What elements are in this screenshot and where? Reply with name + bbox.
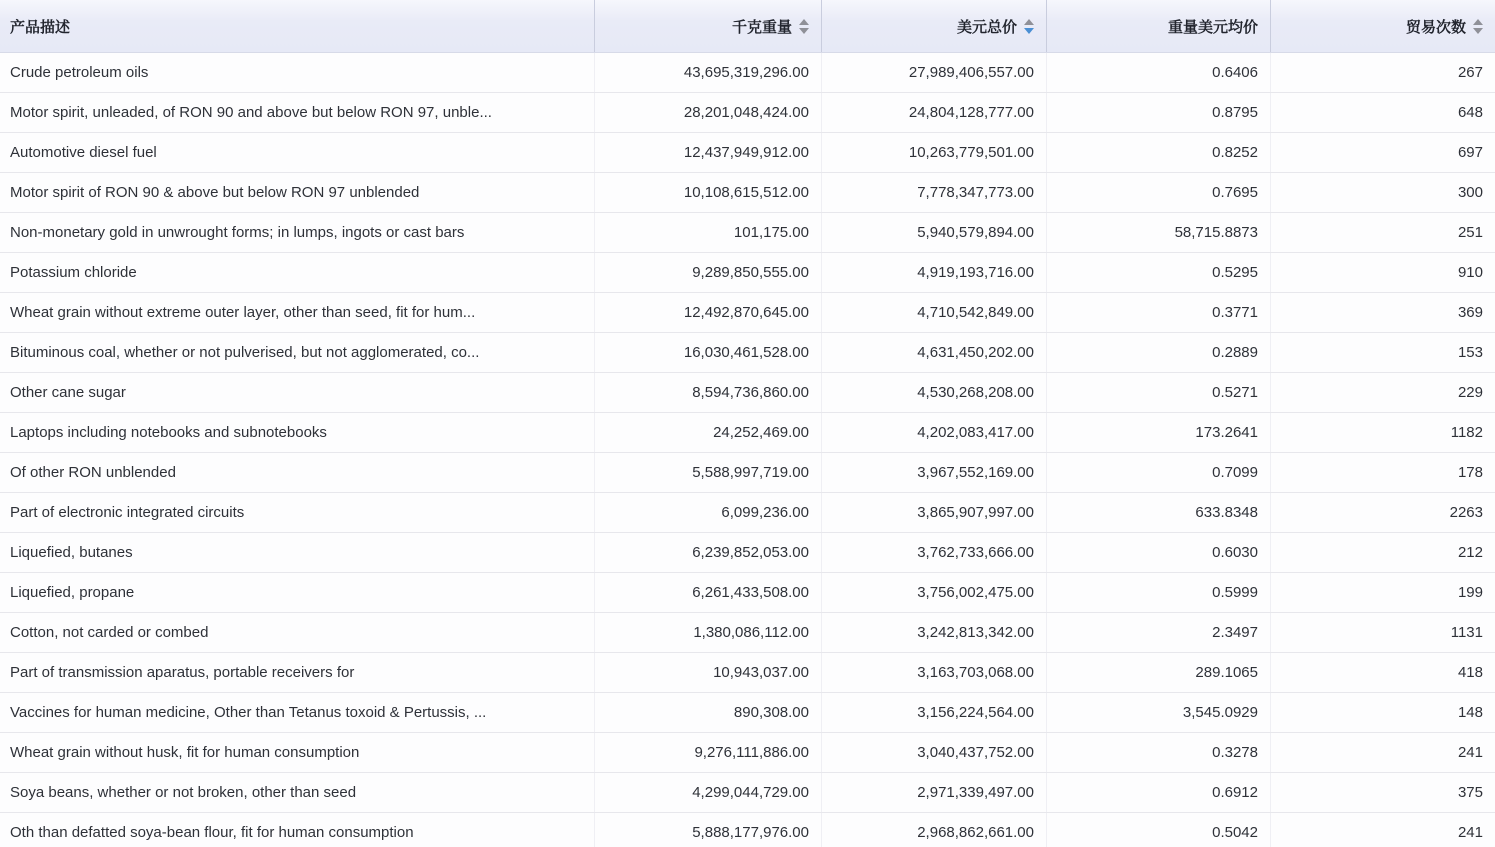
table-row bbox=[0, 213, 1495, 253]
table-row bbox=[0, 773, 1495, 813]
column-header-trade-count[interactable] bbox=[1271, 0, 1495, 52]
cell-kg-weight: 5,888,177,976.00 bbox=[595, 813, 822, 847]
column-label: 贸易次数 bbox=[1405, 18, 1466, 36]
cell-usd-per-weight: 0.3278 bbox=[1047, 733, 1271, 772]
cell-product-description: Liquefied, butanes bbox=[0, 533, 595, 572]
cell-usd-per-weight: 0.5295 bbox=[1047, 253, 1271, 292]
cell-usd-per-weight: 0.7099 bbox=[1047, 453, 1271, 492]
cell-trade-count: 418 bbox=[1457, 664, 1483, 681]
cell-trade-count: 267 bbox=[1457, 64, 1483, 81]
cell-trade-count: 199 bbox=[1457, 584, 1483, 601]
cell-kg-weight: 8,594,736,860.00 bbox=[595, 373, 822, 412]
cell-product-description: Vaccines for human medicine, Other than Tetanus toxoid & Pertussis, ... bbox=[0, 693, 595, 732]
cell-usd-total: 2,971,339,497.00 bbox=[822, 773, 1047, 812]
cell-kg-weight: 24,252,469.00 bbox=[595, 413, 822, 452]
cell-trade-count: 648 bbox=[1457, 104, 1483, 121]
cell-product-description: Other cane sugar bbox=[0, 373, 595, 412]
table-row bbox=[0, 573, 1495, 613]
cell-usd-per-weight: 0.6406 bbox=[1047, 53, 1271, 92]
cell-usd-total: 10,263,779,501.00 bbox=[822, 133, 1047, 172]
table-row bbox=[0, 413, 1495, 453]
cell-product-description: Part of transmission aparatus, portable receivers for bbox=[0, 653, 595, 692]
cell-usd-per-weight: 0.8795 bbox=[1047, 93, 1271, 132]
cell-trade-count: 1131 bbox=[1450, 624, 1483, 641]
column-header-kg-weight[interactable] bbox=[595, 0, 822, 52]
cell-usd-per-weight: 3,545.0929 bbox=[1047, 693, 1271, 732]
cell-product-description: Oth than defatted soya-bean flour, fit for human consumption bbox=[0, 813, 595, 847]
cell-kg-weight: 10,108,615,512.00 bbox=[595, 173, 822, 212]
cell-usd-per-weight: 0.6030 bbox=[1047, 533, 1271, 572]
cell-kg-weight: 12,437,949,912.00 bbox=[595, 133, 822, 172]
cell-kg-weight: 10,943,037.00 bbox=[595, 653, 822, 692]
cell-kg-weight: 5,588,997,719.00 bbox=[595, 453, 822, 492]
sort-icon[interactable] bbox=[1473, 19, 1483, 34]
cell-usd-total: 3,756,002,475.00 bbox=[822, 573, 1047, 612]
table-header-row bbox=[0, 0, 1495, 53]
cell-usd-per-weight: 173.2641 bbox=[1047, 413, 1271, 452]
table-row bbox=[0, 453, 1495, 493]
column-label: 重量美元均价 bbox=[1167, 18, 1258, 36]
table-row bbox=[0, 253, 1495, 293]
cell-usd-total: 27,989,406,557.00 bbox=[822, 53, 1047, 92]
cell-product-description: Potassium chloride bbox=[0, 253, 595, 292]
cell-usd-per-weight: 0.5999 bbox=[1047, 573, 1271, 612]
cell-trade-count: 229 bbox=[1457, 384, 1483, 401]
cell-usd-total: 2,968,862,661.00 bbox=[822, 813, 1047, 847]
column-header-product-description bbox=[0, 0, 595, 52]
cell-product-description: Non-monetary gold in unwrought forms; in lumps, ingots or cast bars bbox=[0, 213, 595, 252]
cell-trade-count: 178 bbox=[1457, 464, 1483, 481]
table-row bbox=[0, 333, 1495, 373]
table-body bbox=[0, 53, 1495, 847]
cell-kg-weight: 12,492,870,645.00 bbox=[595, 293, 822, 332]
column-label: 产品描述 bbox=[10, 18, 71, 36]
cell-product-description: Wheat grain without extreme outer layer, other than seed, fit for hum... bbox=[0, 293, 595, 332]
cell-usd-total: 3,242,813,342.00 bbox=[822, 613, 1047, 652]
cell-kg-weight: 9,289,850,555.00 bbox=[595, 253, 822, 292]
cell-usd-per-weight: 289.1065 bbox=[1047, 653, 1271, 692]
cell-usd-per-weight: 0.8252 bbox=[1047, 133, 1271, 172]
cell-usd-total: 3,040,437,752.00 bbox=[822, 733, 1047, 772]
cell-usd-total: 4,631,450,202.00 bbox=[822, 333, 1047, 372]
cell-usd-total: 3,865,907,997.00 bbox=[822, 493, 1047, 532]
cell-kg-weight: 4,299,044,729.00 bbox=[595, 773, 822, 812]
cell-usd-total: 4,710,542,849.00 bbox=[822, 293, 1047, 332]
table-row bbox=[0, 533, 1495, 573]
column-header-usd-total[interactable] bbox=[822, 0, 1047, 52]
cell-trade-count: 212 bbox=[1457, 544, 1483, 561]
cell-usd-total: 4,202,083,417.00 bbox=[822, 413, 1047, 452]
cell-product-description: Automotive diesel fuel bbox=[0, 133, 595, 172]
cell-trade-count: 153 bbox=[1457, 344, 1483, 361]
cell-kg-weight: 43,695,319,296.00 bbox=[595, 53, 822, 92]
table-row bbox=[0, 813, 1495, 847]
cell-product-description: Laptops including notebooks and subnotebooks bbox=[0, 413, 595, 452]
table-row bbox=[0, 173, 1495, 213]
cell-usd-per-weight: 0.7695 bbox=[1047, 173, 1271, 212]
cell-usd-total: 7,778,347,773.00 bbox=[822, 173, 1047, 212]
cell-trade-count: 2263 bbox=[1449, 504, 1483, 521]
table-row bbox=[0, 693, 1495, 733]
cell-trade-count: 1182 bbox=[1450, 424, 1483, 441]
cell-usd-total: 4,919,193,716.00 bbox=[822, 253, 1047, 292]
cell-usd-total: 3,156,224,564.00 bbox=[822, 693, 1047, 732]
cell-usd-per-weight: 0.5271 bbox=[1047, 373, 1271, 412]
cell-usd-total: 3,967,552,169.00 bbox=[822, 453, 1047, 492]
cell-usd-total: 24,804,128,777.00 bbox=[822, 93, 1047, 132]
cell-usd-per-weight: 0.3771 bbox=[1047, 293, 1271, 332]
table-row bbox=[0, 293, 1495, 333]
cell-kg-weight: 890,308.00 bbox=[595, 693, 822, 732]
table-row bbox=[0, 653, 1495, 693]
cell-kg-weight: 101,175.00 bbox=[595, 213, 822, 252]
cell-product-description: Motor spirit of RON 90 & above but below RON 97 unblended bbox=[0, 173, 595, 212]
cell-usd-total: 5,940,579,894.00 bbox=[822, 213, 1047, 252]
cell-kg-weight: 6,099,236.00 bbox=[595, 493, 822, 532]
cell-trade-count: 697 bbox=[1457, 144, 1483, 161]
sort-icon[interactable] bbox=[1024, 19, 1034, 34]
cell-usd-total: 3,762,733,666.00 bbox=[822, 533, 1047, 572]
cell-kg-weight: 16,030,461,528.00 bbox=[595, 333, 822, 372]
cell-usd-per-weight: 633.8348 bbox=[1047, 493, 1271, 532]
table-row bbox=[0, 733, 1495, 773]
cell-trade-count: 369 bbox=[1457, 304, 1483, 321]
cell-trade-count: 251 bbox=[1457, 224, 1483, 241]
cell-trade-count: 300 bbox=[1457, 184, 1483, 201]
cell-usd-total: 4,530,268,208.00 bbox=[822, 373, 1047, 412]
cell-trade-count: 241 bbox=[1457, 744, 1483, 761]
cell-product-description: Bituminous coal, whether or not pulverised, but not agglomerated, co... bbox=[0, 333, 595, 372]
cell-product-description: Cotton, not carded or combed bbox=[0, 613, 595, 652]
cell-usd-per-weight: 58,715.8873 bbox=[1047, 213, 1271, 252]
cell-usd-per-weight: 0.2889 bbox=[1047, 333, 1271, 372]
sort-icon[interactable] bbox=[799, 19, 809, 34]
table-row bbox=[0, 93, 1495, 133]
table-row bbox=[0, 53, 1495, 93]
cell-product-description: Part of electronic integrated circuits bbox=[0, 493, 595, 532]
cell-product-description: Crude petroleum oils bbox=[0, 53, 595, 92]
column-header-usd-per-weight bbox=[1047, 0, 1271, 52]
column-label: 美元总价 bbox=[956, 18, 1017, 36]
cell-kg-weight: 28,201,048,424.00 bbox=[595, 93, 822, 132]
cell-product-description: Wheat grain without husk, fit for human consumption bbox=[0, 733, 595, 772]
cell-usd-total: 3,163,703,068.00 bbox=[822, 653, 1047, 692]
cell-usd-per-weight: 0.5042 bbox=[1047, 813, 1271, 847]
cell-trade-count: 375 bbox=[1457, 784, 1483, 801]
cell-kg-weight: 6,261,433,508.00 bbox=[595, 573, 822, 612]
cell-product-description: Of other RON unblended bbox=[0, 453, 595, 492]
cell-product-description: Motor spirit, unleaded, of RON 90 and above but below RON 97, unble... bbox=[0, 93, 595, 132]
table-row bbox=[0, 133, 1495, 173]
column-label: 千克重量 bbox=[731, 18, 792, 36]
table-row bbox=[0, 493, 1495, 533]
table-row bbox=[0, 613, 1495, 653]
table-row bbox=[0, 373, 1495, 413]
cell-trade-count: 910 bbox=[1457, 264, 1483, 281]
cell-trade-count: 148 bbox=[1457, 704, 1483, 721]
cell-kg-weight: 1,380,086,112.00 bbox=[595, 613, 822, 652]
cell-kg-weight: 6,239,852,053.00 bbox=[595, 533, 822, 572]
cell-usd-per-weight: 2.3497 bbox=[1047, 613, 1271, 652]
cell-usd-per-weight: 0.6912 bbox=[1047, 773, 1271, 812]
cell-product-description: Liquefied, propane bbox=[0, 573, 595, 612]
cell-trade-count: 241 bbox=[1457, 824, 1483, 841]
cell-product-description: Soya beans, whether or not broken, other than seed bbox=[0, 773, 595, 812]
cell-kg-weight: 9,276,111,886.00 bbox=[595, 733, 822, 772]
